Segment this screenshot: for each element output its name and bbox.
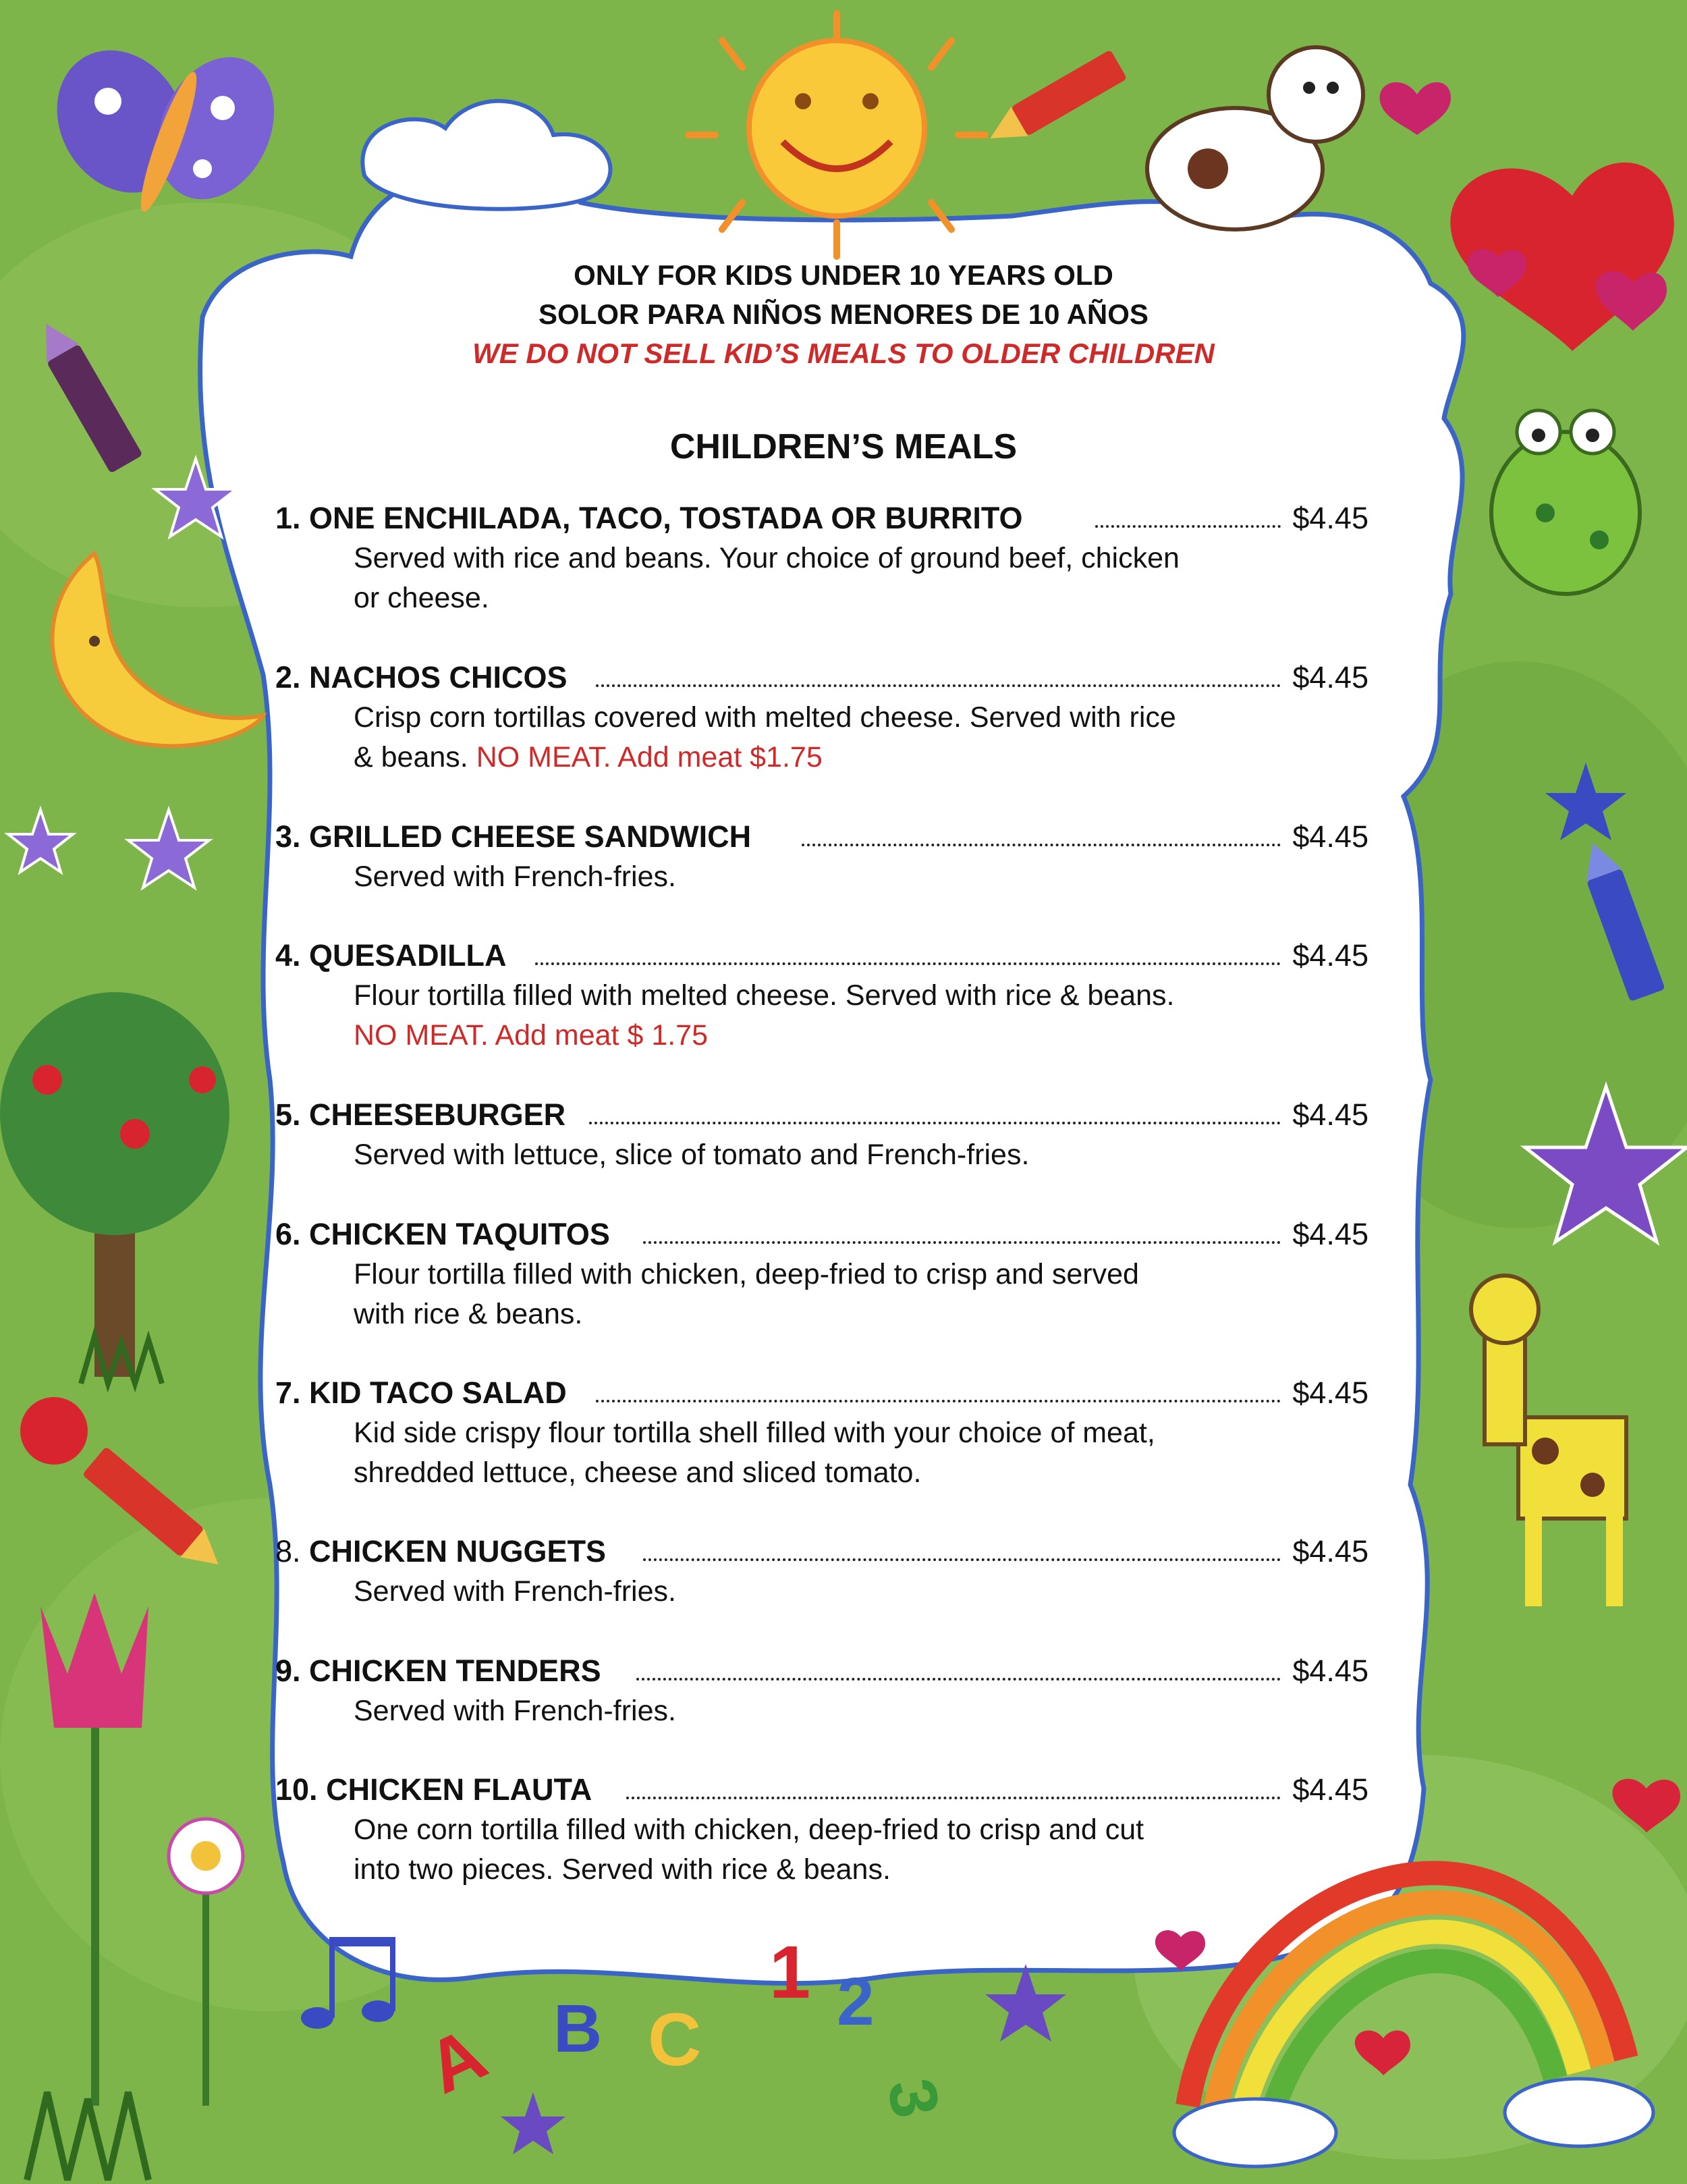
dot-leader bbox=[596, 1400, 1281, 1402]
item-price: $4.45 bbox=[1292, 1375, 1368, 1410]
item-name: CHICKEN FLAUTA bbox=[326, 1772, 592, 1807]
item-description: Served with French-fries. bbox=[354, 1695, 676, 1727]
add-meat-note: NO MEAT. Add meat $1.75 bbox=[476, 741, 823, 773]
add-meat-note: NO MEAT. Add meat $ 1.75 bbox=[354, 1019, 709, 1052]
dot-leader bbox=[643, 1558, 1281, 1561]
dot-leader bbox=[626, 1797, 1281, 1799]
item-number: 5. bbox=[275, 1097, 301, 1132]
item-name: CHICKEN TENDERS bbox=[309, 1654, 601, 1688]
item-price: $4.45 bbox=[1292, 1217, 1368, 1251]
item-description: One corn tortilla filled with chicken, deep-fried to crisp and cut into two pieces. Served with rice & beans. bbox=[354, 1813, 1144, 1886]
item-description: Flour tortilla filled with chicken, deep-fried to crisp and served with rice & beans. bbox=[354, 1258, 1139, 1330]
item-name: CHICKEN NUGGETS bbox=[309, 1534, 607, 1568]
border-letter-c: C bbox=[648, 1998, 702, 2081]
item-price: $4.45 bbox=[1292, 938, 1368, 973]
age-notice-spanish: SOLOR PARA NIÑOS MENORES DE 10 AÑOS bbox=[538, 298, 1149, 330]
menu-item bbox=[275, 938, 1368, 1056]
item-number: 1. bbox=[275, 501, 301, 535]
item-price: $4.45 bbox=[1292, 1772, 1368, 1807]
item-description: Kid side crispy flour tortilla shell filled with your choice of meat, shredded lettuce, cheese and sliced tomato. bbox=[354, 1417, 1155, 1489]
border-number-3: 3 bbox=[873, 2073, 954, 2124]
menu-item bbox=[275, 1217, 1368, 1334]
item-description: Served with rice and beans. Your choice of ground beef, chicken or cheese. bbox=[354, 542, 1180, 614]
item-name: KID TACO SALAD bbox=[309, 1375, 567, 1410]
age-notice-english: ONLY FOR KIDS UNDER 10 YEARS OLD bbox=[574, 259, 1113, 291]
item-number: 9. bbox=[275, 1654, 301, 1688]
menu-item bbox=[275, 1534, 1368, 1612]
dot-leader bbox=[535, 962, 1281, 965]
item-number: 4. bbox=[275, 938, 301, 973]
menu-item bbox=[275, 660, 1368, 777]
menu-item bbox=[275, 1097, 1368, 1175]
item-name: GRILLED CHEESE SANDWICH bbox=[309, 819, 752, 854]
dot-leader bbox=[636, 1678, 1281, 1681]
item-number: 2. bbox=[275, 660, 301, 694]
item-name: CHICKEN TAQUITOS bbox=[309, 1217, 610, 1251]
item-description: Served with French-fries. bbox=[354, 861, 676, 893]
dot-leader bbox=[643, 1241, 1281, 1244]
item-price: $4.45 bbox=[1292, 1097, 1368, 1132]
item-description: Served with French-fries. bbox=[354, 1575, 676, 1608]
item-number: 7. bbox=[275, 1375, 301, 1410]
border-number-2: 2 bbox=[837, 1964, 875, 2040]
dot-leader bbox=[589, 1122, 1281, 1124]
item-price: $4.45 bbox=[1292, 660, 1368, 694]
item-number: 6. bbox=[275, 1217, 301, 1251]
menu-item bbox=[275, 501, 1368, 618]
item-name: ONE ENCHILADA, TACO, TOSTADA OR BURRITO bbox=[309, 501, 1023, 535]
dot-leader bbox=[596, 684, 1281, 687]
item-price: $4.45 bbox=[1292, 501, 1368, 535]
item-name: QUESADILLA bbox=[309, 938, 507, 973]
item-name: NACHOS CHICOS bbox=[309, 660, 568, 694]
item-number: 10. bbox=[275, 1772, 318, 1807]
section-title: CHILDREN’S MEALS bbox=[669, 427, 1018, 466]
item-name: CHEESEBURGER bbox=[309, 1097, 566, 1132]
menu-item bbox=[275, 1375, 1368, 1493]
menu-item bbox=[275, 1654, 1368, 1731]
menu-item bbox=[275, 1772, 1368, 1890]
dot-leader bbox=[802, 844, 1281, 846]
border-number-1: 1 bbox=[769, 1931, 811, 2014]
item-price: $4.45 bbox=[1292, 1534, 1368, 1568]
item-description: Flour tortilla filled with melted cheese. Served with rice & beans. NO MEAT. Add meat $ 1.75 bbox=[354, 976, 1339, 1056]
item-number: 8. bbox=[275, 1534, 301, 1568]
item-price: $4.45 bbox=[1292, 1654, 1368, 1688]
item-description: Served with lettuce, slice of tomato and French-fries. bbox=[354, 1139, 1030, 1171]
item-description: Crisp corn tortillas covered with melted cheese. Served with rice & beans. NO MEAT. Add meat $1.75 bbox=[354, 701, 1176, 773]
item-price: $4.45 bbox=[1292, 819, 1368, 854]
dot-leader bbox=[1095, 525, 1281, 528]
older-children-warning: WE DO NOT SELL KID’S MEALS TO OLDER CHILDREN bbox=[472, 337, 1215, 369]
border-letter-b: B bbox=[553, 1991, 603, 2067]
menu-item bbox=[275, 819, 1368, 897]
border-letter-a: A bbox=[414, 2011, 499, 2110]
item-number: 3. bbox=[275, 819, 301, 854]
